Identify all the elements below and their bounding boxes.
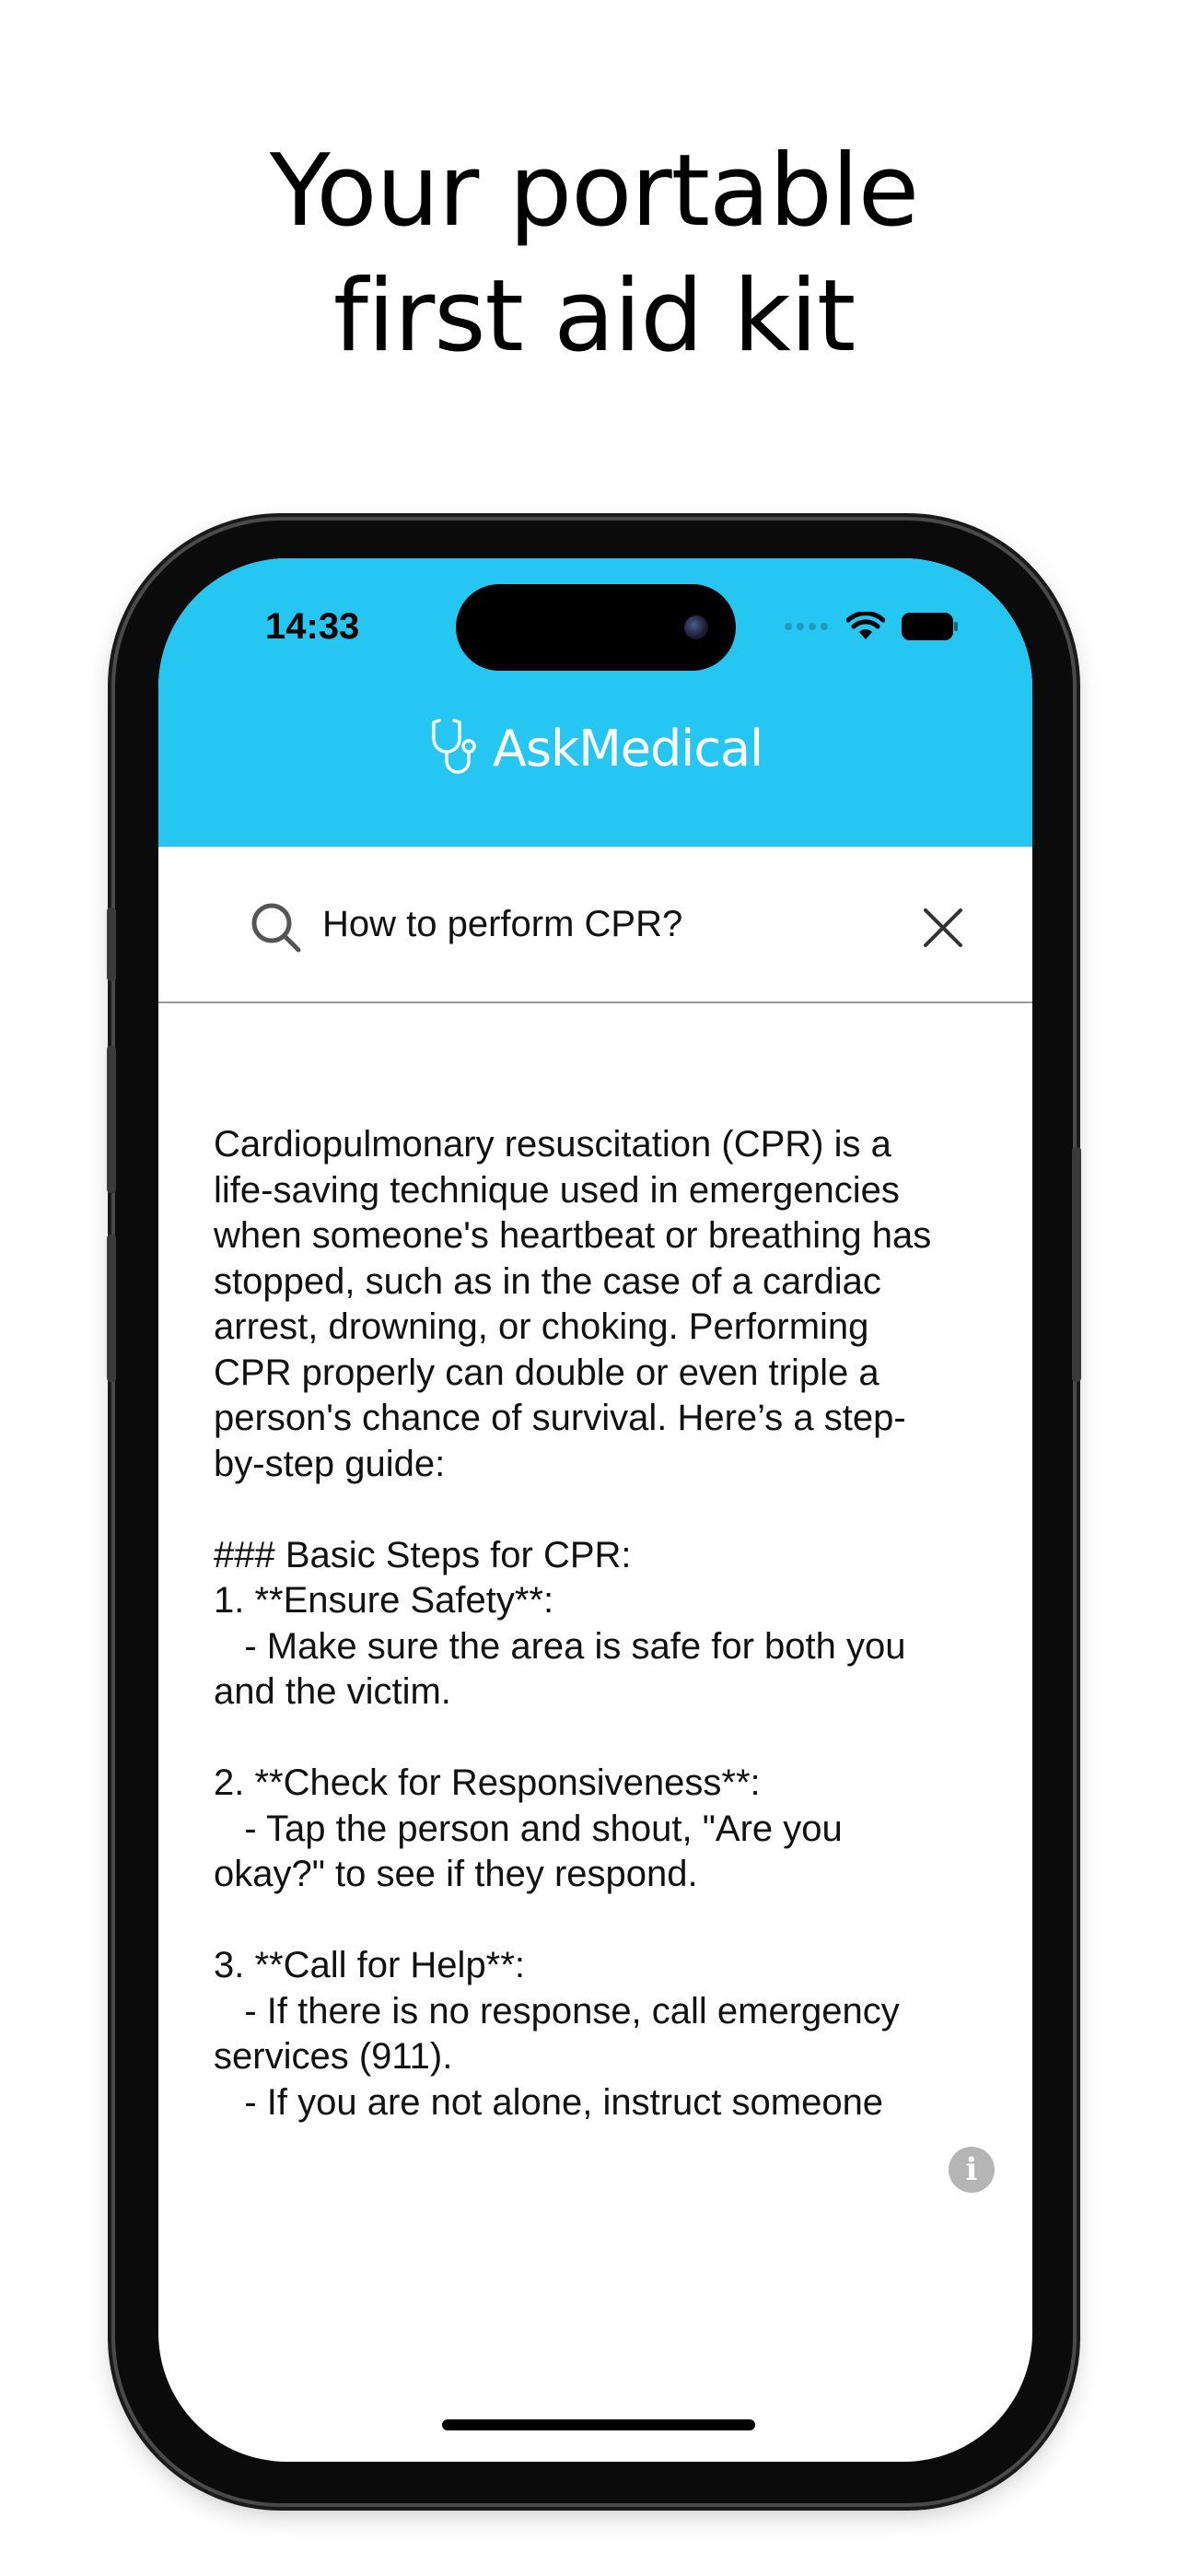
stethoscope-icon — [428, 715, 487, 781]
close-icon[interactable] — [923, 907, 963, 948]
wifi-icon — [846, 612, 885, 641]
phone-power-button — [1072, 1147, 1081, 1382]
answer-text: Cardiopulmonary resuscitation (CPR) is a life-saving technique used in emergencies when someone's heartbeat or breathing has stopped, such as in the case of a cardiac arrest, drowning, or choking. Performing CPR properly can double or even triple a person's chance of survival. Here’s a step- by-step guide: ### Basic Steps for CPR: 1. **Ensure Safety**: - Make sure the area is safe for both you and the victim. 2. **Check for Responsiveness**: - Tap the person and shout, "Are you okay?" to see if they respond. 3. **Call for Help**: - If there is no response, call emergency services (911). - If you are not alone, instruct someone — [214, 1124, 932, 2123]
status-time: 14:33 — [265, 606, 360, 647]
marketing-headline — [0, 129, 1188, 380]
signal-dots-icon — [784, 621, 830, 632]
dynamic-island — [456, 584, 736, 671]
phone-volume-down-button — [107, 1235, 116, 1382]
battery-icon — [902, 613, 959, 640]
search-bar[interactable] — [158, 847, 1032, 1003]
headline-line-1: Your portable — [269, 134, 919, 249]
app-header — [158, 558, 1032, 847]
home-indicator[interactable] — [442, 2419, 755, 2430]
app-brand — [158, 715, 1032, 781]
headline-line-2: first aid kit — [332, 259, 856, 374]
search-input[interactable]: How to perform CPR? — [322, 904, 683, 944]
search-icon — [250, 902, 302, 954]
phone-volume-up-button — [107, 1046, 116, 1193]
info-icon[interactable]: i — [949, 2147, 995, 2193]
phone-screen — [158, 558, 1032, 2462]
app-brand-name: AskMedical — [492, 719, 763, 778]
status-icons — [784, 608, 959, 645]
phone-action-button — [107, 907, 116, 981]
front-camera-icon — [684, 615, 708, 639]
